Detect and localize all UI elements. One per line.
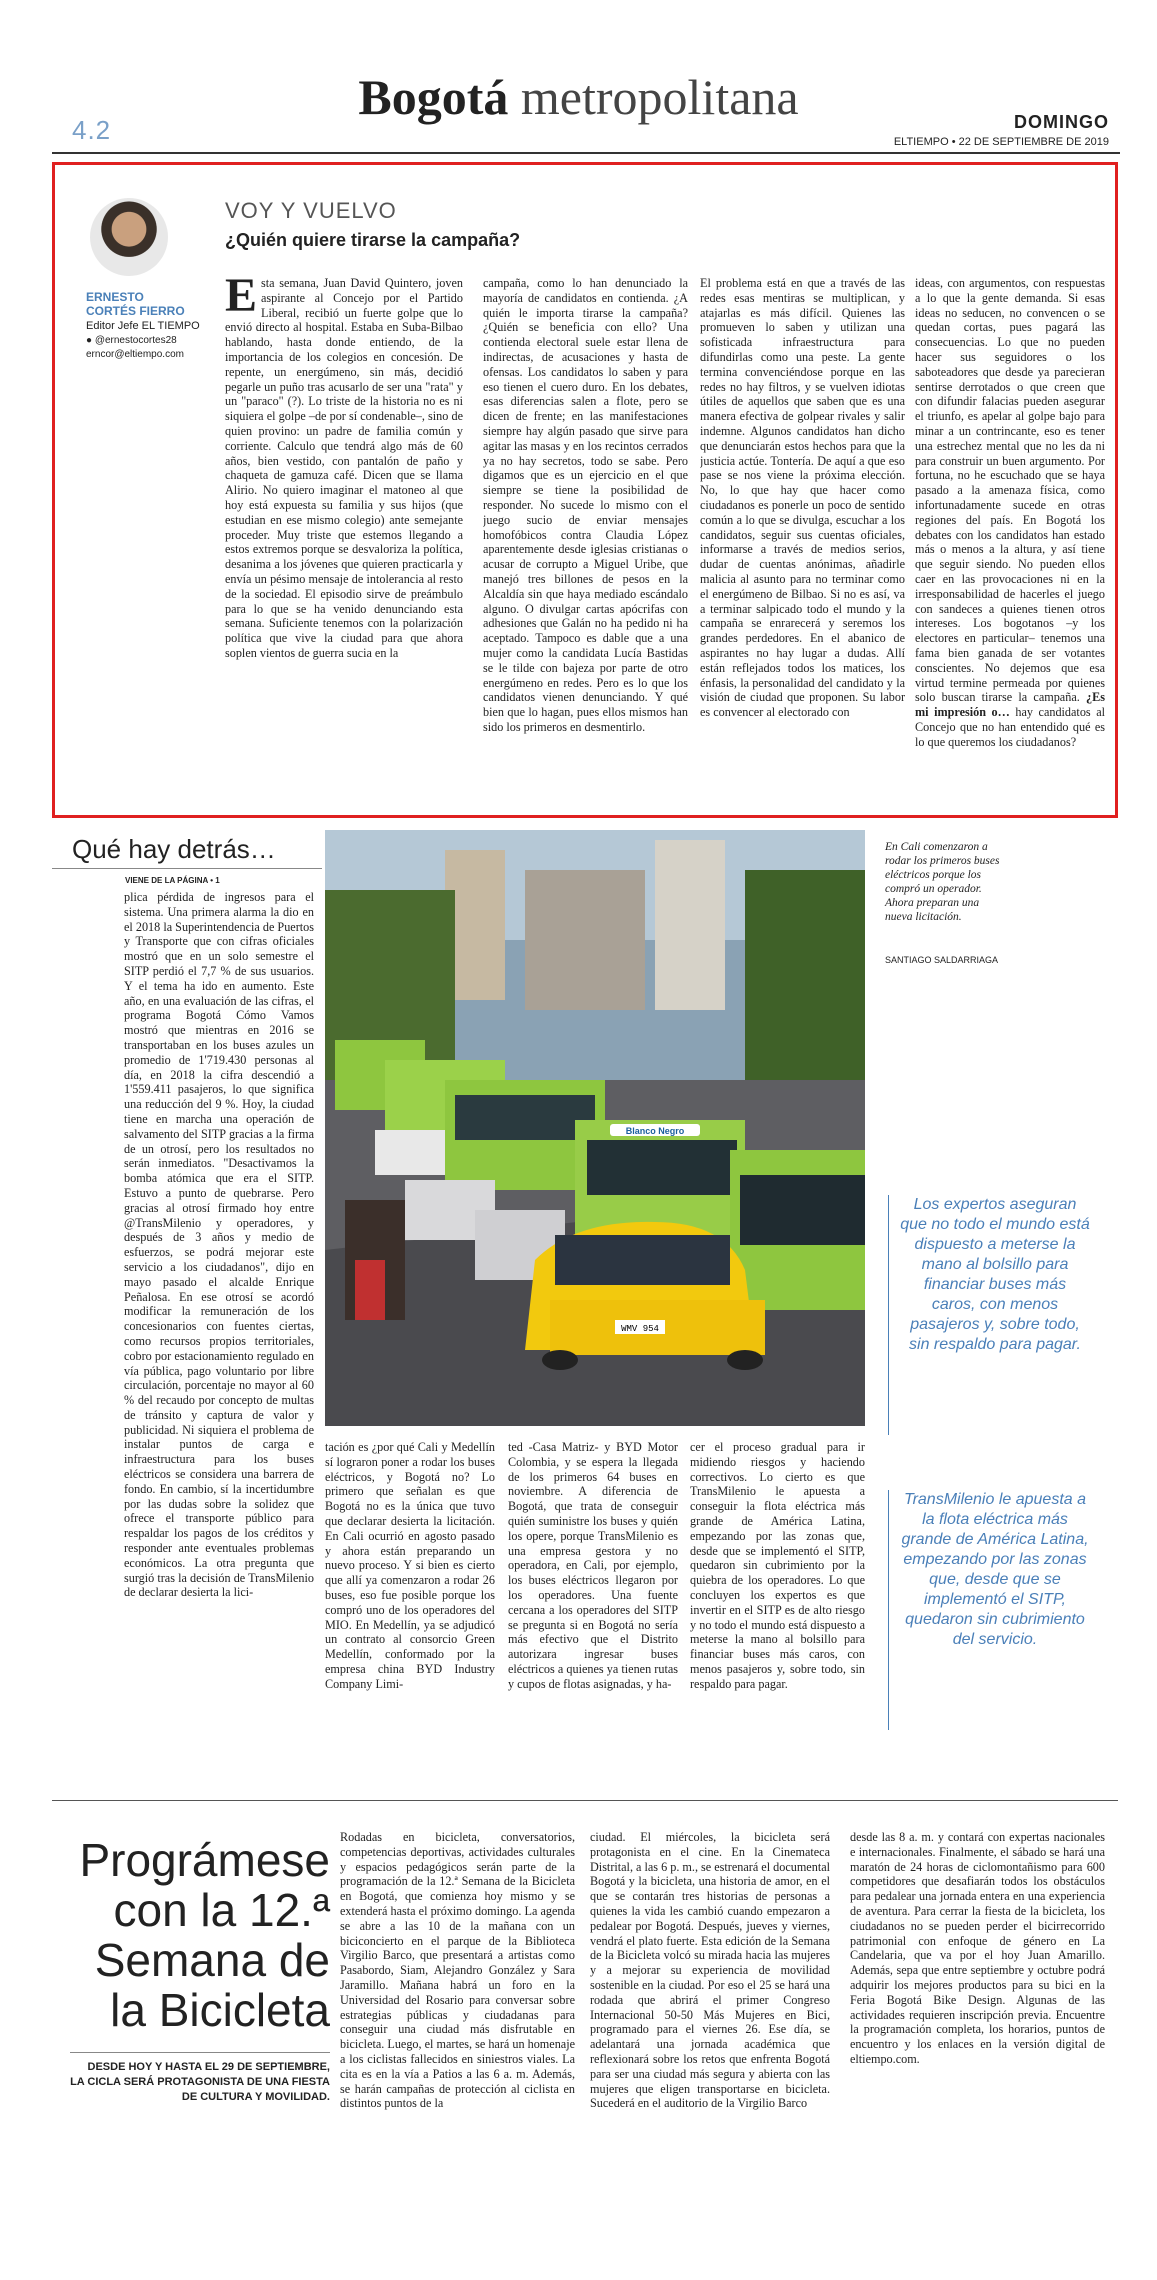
bike-text-1: Rodadas en bicicleta, conversatorios, competencias deportivas, actividades culturales y espacios pedagógicos serán parte de la programación de la 12.ª Semana de la Bicicleta en Bogotá, que comienza hoy mismo y se extenderá hasta el próximo domingo. La agenda se abre a las 10 de la mañana con un biciconcierto en el parque de la Biblioteca Virgilio Barco, que presentará a artistas como Pasabordo, Siam, Alejandro González y Sara Jaramillo. Mañana habrá un foro en la Universidad del Rosario para conversar sobre estrategias públicas y ciudadanas para conseguir una ciudad más disfrutable en bicicleta. Luego, el martes, se hará un homenaje a los ciclistas fallecidos en siniestros viales. La cita es en la vía a Patios a las 6 a. m. Además, se harán campañas de protección al ciclista en distintos puntos de la (340, 1830, 575, 2111)
continued-from: VIENE DE LA PÁGINA • 1 (125, 876, 220, 885)
story-text-4: cer el proceso gradual para ir midiendo riesgos y haciendo correctivos. Lo cierto es que TransMilenio le apuesta a conseguir la flota eléctrica más grande de América Latina, empezando por las zonas que, desde que se implementó el SITP, quedaron sin cubrimiento por la quiebra de los operadores. Lo que concluyen los expertos es que invertir en el SITP es de alto riesgo y no todo el mundo está dispuesto a meterse la mano al bolsillo para financiar buses más caros, con menos pasajeros y, sobre todo, sin respaldo para pagar. (690, 1440, 865, 1691)
bike-text-3: desde las 8 a. m. y contará con expertas nacionales e internacionales. Finalmente, el sábado se hará una maratón de 24 horas de ciclomontañismo para 600 competidores que desafiarán todos los obstáculos para pedalear una jornada entera en una experiencia de aventura. Para cerrar la fiesta de la bicicleta, los ciudadanos no se pueden perder el bicirrecorrido patrimonial con enfoque de género en La Candelaria, que va por el hoy Juan Amarillo. Además, sepa que entre septiembre y octubre podrá adquirir los mejores productos para su bici en la Feria Bogotá Bike Design. Algunas de las actividades requieren inscripción previa. Encuentre la programación completa, los horarios, puntos de encuentro y los enlaces en la versión digital de eltiempo.com. (850, 1830, 1105, 2066)
day-label: DOMINGO (1014, 112, 1109, 132)
twitter-icon: ● (86, 335, 93, 346)
taxi-plate: WMV 954 (621, 1324, 659, 1334)
dropcap: E (225, 276, 258, 322)
author-role: Editor Jefe EL TIEMPO (86, 320, 200, 332)
closing-bold-lead: ¿Es mi impresión o… (915, 690, 1105, 720)
bike-subheadline: DESDE HOY Y HASTA EL 29 DE SEPTIEMBRE, LA CICLA SERÁ PROTAGONISTA DE UNA FIESTA DE CULTURA Y MOVILIDAD. (70, 2061, 330, 2103)
page-number: 4.2 (72, 115, 112, 145)
column-text-2: campaña, como lo han denunciado la mayoría de candidatos en contienda. ¿A quién le importa tirarse la campaña? ¿Quién se beneficia con ello? Una contienda electoral suele estar llena de indirectas, de acusaciones y hasta de ofensas. Los candidatos lo saben y para eso tienen el cuero duro. En los debates, esas diferencias salen a flote, pero se dicen de frente; en las manifestaciones siempre hay algún pasado que sirve para agitar las masas y en los recintos cerrados ya no hay secretos, todo se sabe. Pero digamos que es un ejercicio en el que siempre se tiene la posibilidad de responder. No sucede lo mismo con el juego sucio de enviar mensajes homofóbicos contra Claudia López aparentemente desde iglesias cristianas o acusar de corrupto a Miguel Uribe, que manejó tres billones de pesos en la Alcaldía sin que haya mediado escándalo alguno. O divulgar cartas apócrifas con adhesiones que Galán no ha pedido ni ha aceptado. Tampoco es dable que a una mujer como la candidata Lucía Bastidas se le tilde con bajeza por parte de otro energúmeno en redes. Pero es lo que los candidatos vienen denunciando. Y qué bien que lo hagan, pues ellos mismos han sido los primeros en desmentirlo. (483, 276, 688, 734)
photo-credit: SANTIAGO SALDARRIAGA (885, 955, 999, 965)
bus-sign: Blanco Negro (625, 1126, 685, 1136)
story-text-3: ted -Casa Matriz- y BYD Motor Colombia, y se espera la llegada de los primeros 64 buses en noviembre. A diferencia de Bogotá, que trata de conseguir quién suministre los buses y quién los opere, porque TransMilenio es una empresa gestora y no operadora, en Cali, por ejemplo, los buses eléctricos llegaron por los operadores. Una fuente cercana a los operadores del SITP se pregunta si en Bogotá no sería más efectivo que el Distrito autorizara ingresar buses eléctricos a quienes ya tienen rutas y cupos de flotas asignadas, y ha- (508, 1440, 678, 1691)
author-name: ERNESTO CORTÉS FIERRO (86, 290, 185, 318)
story-text-2: tación es ¿por qué Cali y Medellín sí lograron poner a rodar los buses eléctricos, y Bogotá no? Lo primero que señalan es que Bogotá no es la única que tuvo que declarar desierta la licitación. En Cali ocurrió en agosto pasado y ahora están preparando un nuevo proceso. Y si bien es cierto que allí ya comenzaron a rodar 26 buses, eso fue posible porque los compró uno de los operadores del MIO. En Medellín, ya se adjudicó un contrato al consorcio Green Medellín, conformado por la empresa china BYD Industry Company Limi- (325, 1440, 495, 1691)
masthead-main: Bogotá (358, 69, 509, 125)
column-text-3: El problema está en que a través de las redes esas mentiras se multiplican, y atajarlas es más difícil. Quienes las promueven lo saben y utilizan una sofisticada infraestructura para difundirlas como una peste. La gente termina convenciéndose porque en las redes no hay filtros, y se vuelven idiotas útiles de aquellos que saben que es una manera efectiva de golpear rivales y salir indemne. Algunos candidatos han dicho que denunciarán estos hechos para que la justicia actúe. Tontería. De aquí a que eso pase se nos viene la próxima elección. No, lo que hay que hacer como ciudadanos es ponerle un poco de sentido común a lo que se divulga, escuchar a los candidatos, seguir sus cuentas oficiales, informarse a través de medios serios, dudar de cuentas anónimas, añadirle malicia al asunto para no terminar como el energúmeno de Bilbao. Si no es así, va a terminar salpicado todo el mundo y la campaña se enrarecerá y seremos los grandes perdedores. En el abanico de aspirantes no hay lugar a dudas. Allí están reflejados todos los matices, los énfasis, la personalidad del candidato y la visión de ciudad que proponen. Su labor es convencer al electorado con (700, 276, 905, 720)
pullquote-rule (888, 1490, 889, 1730)
dateline: ELTIEMPO • 22 DE SEPTIEMBRE DE 2019 (893, 136, 1109, 148)
subhead-rule (70, 2052, 330, 2053)
masthead-sub: metropolitana (520, 69, 799, 125)
bike-headline: Prográmese con la 12.ª Semana de la Bicicleta (79, 1834, 330, 2036)
author-twitter[interactable]: ● @ernestocortes28 (86, 335, 177, 346)
section-masthead (0, 68, 1157, 126)
section-rule (52, 868, 322, 869)
header-rule (52, 152, 1120, 154)
bus-photo (325, 830, 865, 1426)
column-headline: ¿Quién quiere tirarse la campaña? (225, 230, 521, 250)
bike-text-2: ciudad. El miércoles, la bicicleta será protagonista en el cine. En la Cinemateca Distrital, a las 6 p. m., se estrenará el documental Bogotá y la bicicleta, una historia de amor, en el que se contarán tres historias de personas a quienes la vida les cambió cuando empezaron a pedalear por Bogotá. Después, jueves y viernes, vendrá el plato fuerte. Esta edición de la Semana de la Bicicleta volcó su mirada hacia las mujeres y a mejorar su experiencia de movilidad sostenible en la ciudad. Por eso el 25 se hará una rodada que abrirá el primer Congreso Internacional 50-50 Más Mujeres en Bici, programado para el viernes 26. Ese día, se adelantará una jornada académica que reflexionará sobre los retos que enfrenta Bogotá para ser una ciudad más segura y abierta con las mujeres que eligen transportarse en bicicleta. Sucederá en el auditorio de la Virgilio Barco (590, 1830, 830, 2111)
column-text-1: Esta semana, Juan David Quintero, joven aspirante al Concejo por el Partido Liberal, recibió un fuerte golpe que lo envió directo al hospital. Estaba en Suba-Bilbao hablando, hasta donde entiendo, de la importancia de los colegios en concesión. De repente, un energúmeno, sin más, decidió pegarle un puño tras acusarlo de ser una "rata" y un "paraco" (?). Lo triste de la historia no es ni siquiera el golpe –de por sí condenable–, sino de quien provino: un padre de familia común y corriente. Calculo que tendrá algo más de 60 años, bien vestido, con pantalón de paño y chaqueta de gamuza café. Dicen que se llama Alirio. No quiero imaginar el matoneo al que hoy está expuesta su familia y sus hijos (que estudian en ese mismo colegio) ante semejante proceder. Muy triste que estemos llegando a estos extremos porque se desvaloriza la política, desanima a los jóvenes que quieren practicarla y envía un pésimo mensaje de intolerancia al resto de la sociedad. El episodio sirve de preámbulo para lo que se ha venido denunciando esta semana. Suficiente tenemos con la polarización política que vive la ciudad para que ahora soplen vientos de guerra sucia en la (225, 276, 463, 660)
pullquote-rule (888, 1195, 889, 1435)
street-scene (325, 830, 865, 1426)
author-email[interactable]: erncor@eltiempo.com (86, 349, 184, 360)
pullquote-2: TransMilenio le apuesta a la flota eléctrica más grande de América Latina, empezando por las zonas que, desde que se implementó el SITP, quedaron sin cubrimiento del servicio. (901, 1491, 1089, 1648)
story-text-1: plica pérdida de ingresos para el sistema. Una primera alarma la dio en el 2018 la Superintendencia de Puertos y Transporte que con cifras oficiales mostró que en un solo semestre el SITP perdió el 7,7 % de sus usuarios. Y el tema ha ido en aumento. Este año, en una evaluación de las cifras, el programa Bogotá Cómo Vamos mostró que mientras en 2016 se transportaban en los buses azules un promedio de 1'719.430 personas al día, en 2018 la cifra descendió a 1'559.411 pasajeros, lo que significa una reducción del 9 %. Hoy, la ciudad tiene en marcha una operación de salvamento del SITP gracias a la firma de un otrosí, pero los resultados no serán inmediatos. "Desactivamos la bomba atómica que era el SITP. Estuvo a punto de quebrarse. Pero gracias al otrosí firmado hoy entre @TransMilenio y operadores, y después de 3 años y medio de esfuerzos, se podrá mejorar este servicio a los ciudadanos", dijo en mayo pasado el alcalde Enrique Peñalosa. En ese otrosí se acordó modificar la remuneración de los concesionarios con fuentes ciertas, como recursos propios territoriales, cobro por estacionamiento regulado en vía pública, pago voluntario por libre circulación, porcentaje no mayor al 60 % del recaudo por concepto de multas de tránsito y captura de valor y publicidad. Ni siquiera el problema de instalar puntos de carga e infraestructura para los buses eléctricos se considera una barrera de fondo. En cambio, sí la incertidumbre por las dudas sobre la solidez que ofrece el transporte público para respaldar los pagos de los créditos y responder ante eventuales problemas económicos. La otra pregunta que surgió tras la decisión de TransMilenio de declarar desierta la lici- (124, 890, 314, 1600)
pullquote-1: Los expertos aseguran que no todo el mundo está dispuesto a meterse la mano al bolsillo para financiar buses más caros, con menos pasajeros y, sobre todo, sin respaldo para pagar. (900, 1196, 1090, 1353)
column-text-4: ideas, con argumentos, con respuestas a lo que la gente demanda. Si esas ideas no seducen, no convencen o se quedan cortas, pues pagará las consecuencias. Lo que no pueden hacer sus seguidores o los saboteadores que desde ya parecieran sentirse derrotados o que creen que con difundir falacias pueden asegurar el triunfo, es apelar al golpe bajo para minar a un contrincante, eso es tener una estrechez mental que no les da ni para construir un buen argumento. Por fortuna, no he escuchado que se haya pasado a la amenaza física, como infortunadamente sucede en otras regiones del país. En Bogotá los debates con los candidatos han estado más o menos a la altura, y así tiene que seguir siendo. No pueden ellos caer en las provocaciones ni en la irresponsabilidad de hacerles el juego con sandeces a quienes tienen otros intereses. Los bogotanos –y los electores en particular– tenemos una fama bien ganada de ser votantes conscientes. No dejemos que esa virtud termine permeada por quienes solo buscan tirarse la campaña. ¿Es mi impresión o… hay candidatos al Concejo que no han entendido qué es lo que queremos los ciudadanos? (915, 276, 1105, 749)
section-title: Qué hay detrás… (72, 834, 276, 864)
photo-caption: En Cali comenzaron a rodar los primeros buses eléctricos porque los compró un operador. Ahora preparan una nueva licitación. (885, 841, 1000, 923)
column-kicker: VOY Y VUELVO (225, 198, 397, 223)
author-avatar (90, 198, 168, 276)
section-divider (52, 1800, 1118, 1801)
